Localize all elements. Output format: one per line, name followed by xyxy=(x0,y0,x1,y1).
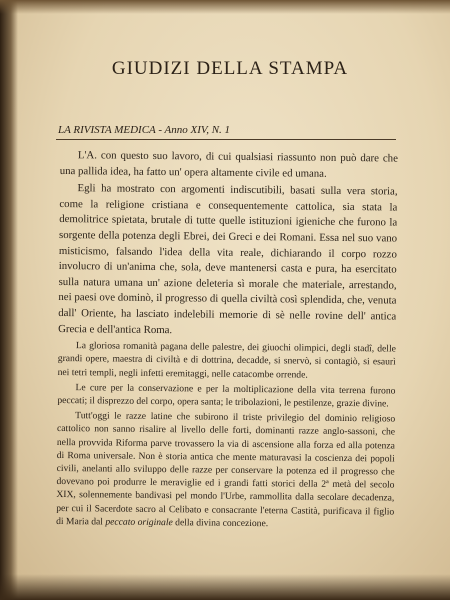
paragraph-2: Egli ha mostrato con argomenti indiscutibili, basati sulla vera storia, come la religione cristiana e consequentemente cattolica, sia stata la demolitrice spietata, brutale di tutte quelle istituzioni igieniche che furono la sorgente della potenza degli Ebrei, dei Greci e dei Romani. Essa nel suo vano misticismo, falsando l'idea della vita reale, dichiarando il corpo rozzo involucro di un'anima che, sola, deve mantenersi casta e pura, ha esercitato sulla natura umana un' azione deleteria sì morale che materiale, arrestando, nei paesi ove dominò, il progresso di quella civiltà così splendida, che, venuta dall' Oriente, ha lasciato indelebili memorie di sè nelle rovine dell' antica Grecia e dell'antica Roma. xyxy=(58,182,398,336)
header-rule xyxy=(56,139,396,140)
binding-shadow xyxy=(0,0,18,600)
article-body xyxy=(56,148,398,533)
page-title: GIUDIZI DELLA STAMPA xyxy=(111,58,349,79)
source-header: LA RIVISTA MEDICA - Anno XIV, N. 1 xyxy=(58,124,231,136)
paragraph-3: La gloriosa romanità pagana delle palestre, dei giuochi olimpici, degli stadî, delle grandi opere, maestra di civiltà e di dottrina, decadde, si snervò, si contagiò, si esaurì nei tetri templi, negli infetti eremitaggi, nelle catacombe orrende. xyxy=(57,340,396,381)
bottom-shadow xyxy=(0,574,450,600)
paragraph-5-text: Tutt'oggi le razze latine che subirono il triste privilegio del dominio religioso cattolico non sanno risalire al livello delle forti, dominanti razze anglo-sassoni, che nella provvida Riforma parve trovassero la via di ascensione alla forza ed alla potenza di Roma universale. Non è storia antica che mente maturavasi la coscienza dei popoli civili, anelanti allo sviluppo delle razze per conservare la potenza ed il progresso che dovevano poi produrre le meraviglie ed i grandi fatti storici della 2ª metà del secolo XIX, solennemente bandivasi pel mondo l'Urbe, rammollita dalla secolare decadenza, per cui il Sacerdote sacro al Celibato e consacrante l'eterna Castità, purificava il figlio di Maria dal xyxy=(56,410,396,528)
paragraph-5 xyxy=(56,409,395,531)
top-shadow xyxy=(0,0,450,14)
paragraph-5-tail: della divina concezione. xyxy=(175,516,269,529)
paragraph-4: Le cure per la conservazione e per la moltiplicazione della vita terrena furono peccati; il disprezzo del corpo, opera santa; le tribolazioni, le pestilenze, grazie divine. xyxy=(57,381,396,410)
paragraph-1: L'A. con questo suo lavoro, di cui qualsiasi riassunto non può dare che una pallida idea, ha fatto un' opera altamente civile ed umana. xyxy=(59,149,398,180)
italic-phrase: peccato originale xyxy=(105,516,173,528)
